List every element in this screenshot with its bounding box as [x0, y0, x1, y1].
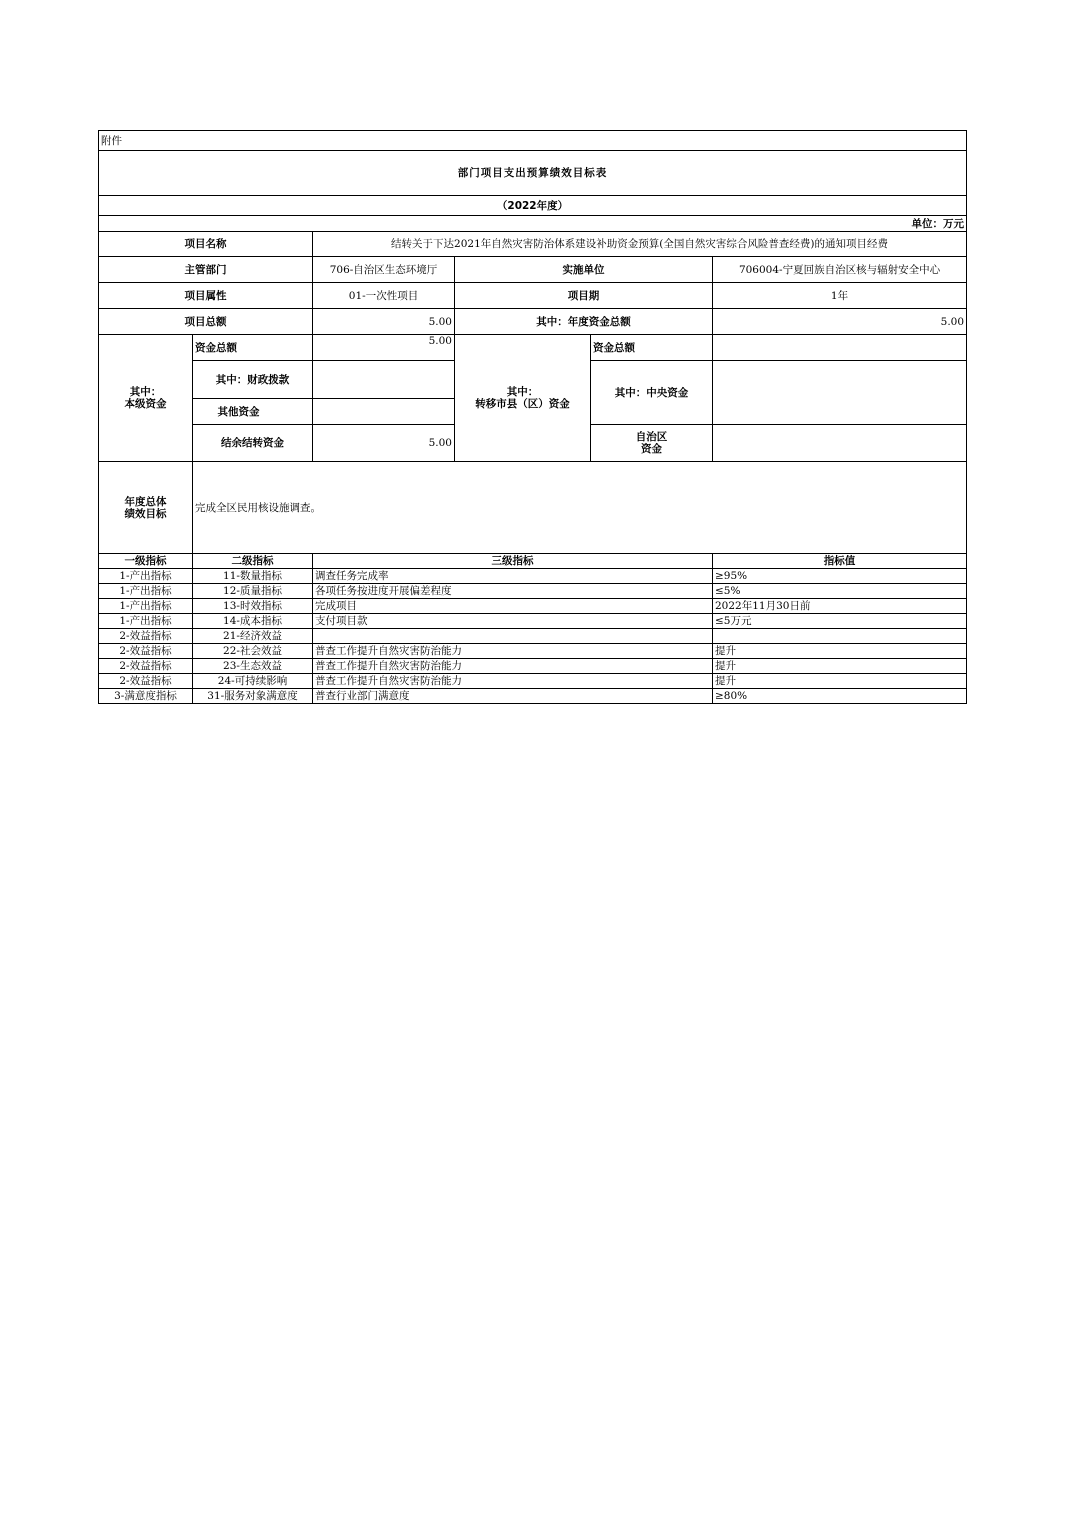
- dept-label: 主管部门: [99, 257, 313, 283]
- indicator-level3: [313, 629, 713, 644]
- indicator-level1: 2-效益指标: [99, 629, 193, 644]
- indicator-value: ≤5万元: [713, 614, 967, 629]
- indicator-level1: 1-产出指标: [99, 569, 193, 584]
- indicator-value: ≥80%: [713, 689, 967, 704]
- indicator-level2: 12-质量指标: [193, 584, 313, 599]
- local-total-label: 资金总额: [193, 335, 313, 361]
- indicator-value: 提升: [713, 644, 967, 659]
- indicator-value: 提升: [713, 659, 967, 674]
- local-total-value: 5.00: [313, 335, 455, 361]
- performance-target-table: [98, 130, 967, 704]
- project-total-value: 5.00: [313, 309, 455, 335]
- header-level2: 二级指标: [193, 554, 313, 569]
- header-level1: 一级指标: [99, 554, 193, 569]
- header-level3: 三级指标: [313, 554, 713, 569]
- indicator-level2: 31-服务对象满意度: [193, 689, 313, 704]
- project-period-label: 项目期: [455, 283, 713, 309]
- unit-label: 单位：万元: [99, 216, 967, 232]
- indicator-level1: 1-产出指标: [99, 614, 193, 629]
- dept-value: 706-自治区生态环境厅: [313, 257, 455, 283]
- indicator-header-row: [99, 554, 967, 569]
- local-funds-label: [99, 335, 193, 462]
- project-name-value: 结转关于下达2021年自然灾害防治体系建设补助资金预算(全国自然灾害综合风险普查经费)的通知项目经费: [313, 232, 967, 257]
- indicator-level3: 支付项目款: [313, 614, 713, 629]
- local-funds-label-line1: 其中：: [129, 386, 162, 398]
- region-funds-label: [591, 425, 713, 462]
- indicator-level1: 1-产出指标: [99, 599, 193, 614]
- indicator-level1: 2-效益指标: [99, 674, 193, 689]
- indicator-level1: 3-满意度指标: [99, 689, 193, 704]
- other-funds-label: 其他资金: [193, 399, 313, 425]
- annual-goal-label: [99, 462, 193, 554]
- other-funds-value: [313, 399, 455, 425]
- indicator-level3: 各项任务按进度开展偏差程度: [313, 584, 713, 599]
- indicator-level3: 普查工作提升自然灾害防治能力: [313, 674, 713, 689]
- annual-goal-label-line2: 绩效目标: [124, 507, 167, 520]
- indicator-row: [99, 599, 967, 614]
- transfer-total-label: 资金总额: [591, 335, 713, 361]
- indicator-value: 2022年11月30日前: [713, 599, 967, 614]
- local-funds-label-line2: 本级资金: [124, 398, 167, 410]
- indicator-level1: 1-产出指标: [99, 584, 193, 599]
- region-funds-label-line2: 资金: [641, 443, 662, 455]
- indicator-level2: 14-成本指标: [193, 614, 313, 629]
- indicator-level2: 24-可持续影响: [193, 674, 313, 689]
- indicator-level3: 普查行业部门满意度: [313, 689, 713, 704]
- annual-goal-text: 完成全区民用核设施调查。: [193, 462, 967, 554]
- impl-unit-value: 706004-宁夏回族自治区核与辐射安全中心: [713, 257, 967, 283]
- indicator-level1: 2-效益指标: [99, 644, 193, 659]
- transfer-total-value: [713, 335, 967, 361]
- central-funds-label: 其中：中央资金: [591, 361, 713, 425]
- project-total-label: 项目总额: [99, 309, 313, 335]
- project-period-value: 1年: [713, 283, 967, 309]
- indicator-value: ≥95%: [713, 569, 967, 584]
- indicator-row: [99, 659, 967, 674]
- indicator-row: [99, 674, 967, 689]
- indicator-level3: 普查工作提升自然灾害防治能力: [313, 659, 713, 674]
- indicator-level2: 13-时效指标: [193, 599, 313, 614]
- annual-total-label: 其中：年度资金总额: [455, 309, 713, 335]
- indicator-level2: 11-数量指标: [193, 569, 313, 584]
- carry-over-value: 5.00: [313, 425, 455, 462]
- indicator-level2: 23-生态效益: [193, 659, 313, 674]
- indicator-row: [99, 569, 967, 584]
- year-label: （2022年度）: [99, 196, 967, 216]
- indicator-row: [99, 584, 967, 599]
- project-name-label: 项目名称: [99, 232, 313, 257]
- indicator-level2: 22-社会效益: [193, 644, 313, 659]
- transfer-funds-label-line1: 其中：: [506, 386, 539, 398]
- indicator-value: 提升: [713, 674, 967, 689]
- region-funds-label-line1: 自治区: [635, 431, 668, 443]
- page-title: 部门项目支出预算绩效目标表: [99, 151, 967, 196]
- indicator-value: ≤5%: [713, 584, 967, 599]
- indicator-level3: 完成项目: [313, 599, 713, 614]
- indicator-value: [713, 629, 967, 644]
- carry-over-label: 结余结转资金: [193, 425, 313, 462]
- indicator-row: [99, 614, 967, 629]
- indicator-row: [99, 644, 967, 659]
- annual-total-value: 5.00: [713, 309, 967, 335]
- transfer-funds-label-line2: 转移市县（区）资金: [475, 398, 570, 410]
- header-value: 指标值: [713, 554, 967, 569]
- fiscal-grant-label: 其中：财政拨款: [193, 361, 313, 399]
- indicator-row: [99, 689, 967, 704]
- transfer-funds-label: [455, 335, 591, 462]
- project-attr-label: 项目属性: [99, 283, 313, 309]
- annual-goal-label-line1: 年度总体: [124, 495, 167, 508]
- region-funds-value: [713, 425, 967, 462]
- indicator-level2: 21-经济效益: [193, 629, 313, 644]
- fiscal-grant-value: [313, 361, 455, 399]
- indicator-level3: 调查任务完成率: [313, 569, 713, 584]
- indicator-level1: 2-效益指标: [99, 659, 193, 674]
- attachment-label: 附件: [99, 131, 967, 151]
- central-funds-value: [713, 361, 967, 425]
- project-attr-value: 01-一次性项目: [313, 283, 455, 309]
- impl-unit-label: 实施单位: [455, 257, 713, 283]
- indicator-row: [99, 629, 967, 644]
- indicator-level3: 普查工作提升自然灾害防治能力: [313, 644, 713, 659]
